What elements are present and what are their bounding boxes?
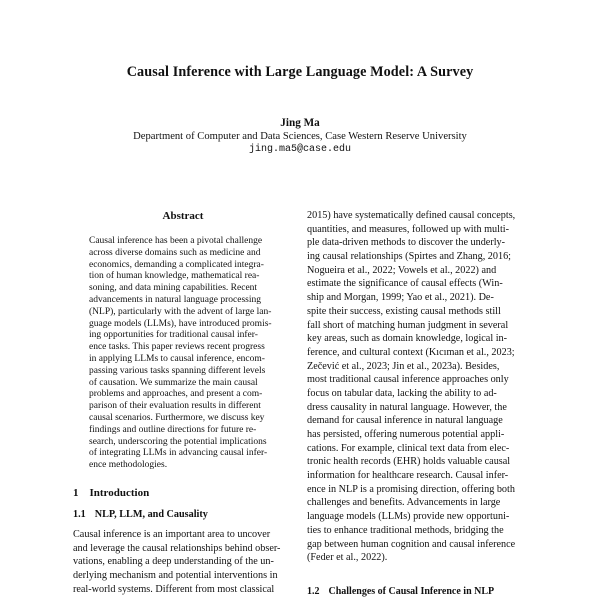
intro-line: Causal inference is an important area to uncover: [73, 529, 271, 540]
abstract-line: tion of human knowledge, mathematical rea-: [89, 271, 260, 282]
body-line: cations. For example, clinical text data from elec-: [307, 442, 510, 454]
body-line: 2015) have systematically defined causal concepts,: [307, 210, 516, 221]
subsection-heading-1-2: [307, 586, 503, 597]
abstract-line: problems and approaches, and present a com-: [89, 389, 263, 400]
body-line: tronic health records (EHR) holds valuable causal: [307, 456, 511, 468]
subsection-title: Challenges of Causal Inference in NLP: [328, 586, 495, 597]
abstract-line: (NLP), particularly with the advent of large lan-: [89, 306, 272, 317]
abstract-body: [89, 236, 283, 472]
abstract-line: ing opportunities for traditional causal infer-: [89, 330, 258, 341]
author-email[interactable]: jing.ma5@case.edu: [248, 144, 352, 155]
author-name: Jing Ma: [280, 117, 320, 129]
body-line: demand for causal inference in natural language: [307, 415, 503, 427]
abstract-line: guage models (LLMs), have introduced promis-: [89, 318, 272, 329]
body-line: focus on tabular data, lacking the ability to ad-: [307, 387, 497, 399]
intro-line: vations, enabling a deep understanding of the un-: [73, 556, 274, 568]
abstract-line: findings and outline directions for future re-: [89, 424, 257, 435]
body-line: dress causality in natural language. However, the: [307, 401, 507, 413]
subsection-title: NLP, LLM, and Causality: [94, 509, 208, 520]
intro-line: real-world systems. Different from most classical: [73, 583, 275, 595]
abstract-line: advancements in natural language processing: [89, 294, 261, 305]
abstract-line: search, underscoring the potential implications: [89, 436, 267, 447]
body-line: has persisted, offering numerous potential appli-: [307, 429, 505, 440]
abstract-line: passing various tasks spanning different levels: [89, 365, 266, 376]
body-line: quantities, and measures, followed up with multi-: [307, 223, 510, 235]
subsection-number: 1.2: [307, 586, 320, 597]
subsection-heading-1-1: [73, 509, 217, 520]
body-line: (Feder et al., 2022).: [307, 552, 388, 564]
intro-line: and leverage the causal relationships behind obser-: [73, 542, 281, 554]
abstract-line: of causation. We summarize the main causal: [89, 377, 258, 388]
section-title: Introduction: [89, 487, 150, 499]
abstract-heading: Abstract: [162, 210, 204, 222]
subsection-number: 1.1: [73, 509, 86, 520]
section-heading-introduction: [73, 487, 160, 499]
body-line: fall short of matching human judgment in several: [307, 319, 509, 331]
body-line: most traditional causal inference approaches only: [307, 374, 509, 386]
body-line: language models (LLMs) provide new opportuni-: [307, 511, 510, 523]
paper-title: Causal Inference with Large Language Model: A Survey: [126, 64, 474, 80]
author-affiliation: Department of Computer and Data Sciences, Case Western Reserve University: [133, 131, 467, 142]
abstract-line: in applying LLMs to causal inference, encom-: [89, 353, 265, 364]
body-line: estimate the significance of causal effects (Win-: [307, 278, 503, 290]
abstract-line: parison of their evaluation results in different: [89, 401, 261, 412]
abstract-line: causal scenarios. Furthermore, we discuss key: [89, 412, 265, 423]
body-line: ing causal relationships (Spirtes and Zhang, 2016;: [307, 251, 511, 263]
abstract-line: Causal inference has been a pivotal challenge: [89, 236, 263, 246]
body-line: gap between human cognition and causal inference: [307, 538, 516, 550]
abstract-line: ence methodologies.: [89, 460, 168, 471]
body-line: Nogueira et al., 2022; Vowels et al., 2022) and: [307, 264, 497, 276]
body-line: ship and Morgan, 1999; Yao et al., 2021). De-: [307, 292, 494, 304]
body-line: challenges and benefits. Advancements in large: [307, 497, 501, 509]
abstract-line: economics, demanding a complicated integra-: [89, 259, 264, 270]
section-number: 1: [73, 487, 79, 499]
abstract-line: soning, and data mining capabilities. Recent: [89, 283, 258, 294]
body-line: ference, and cultural context (Kıcıman et al., 2023;: [307, 346, 515, 358]
body-line: spite their success, existing causal methods still: [307, 305, 501, 317]
body-line: key areas, such as domain knowledge, logical in-: [307, 333, 508, 345]
right-column-body: [307, 209, 533, 565]
abstract-line: of integrating LLMs in advancing causal infer-: [89, 448, 268, 459]
body-line: Zečević et al., 2023; Jin et al., 2023a). Besides,: [307, 360, 500, 372]
abstract-line: across diverse domains such as medicine and: [89, 247, 261, 258]
body-line: ple data-driven methods to discover the underly-: [307, 237, 506, 249]
body-line: ence in NLP is a promising direction, offering both: [307, 483, 515, 495]
body-line: ties to enhance traditional methods, bridging the: [307, 524, 504, 536]
body-line: information for healthcare research. Causal infer-: [307, 470, 509, 482]
intro-line: derlying mechanism and potential interventions in: [73, 570, 278, 582]
abstract-line: ence tasks. This paper reviews recent progress: [89, 342, 265, 353]
introduction-body: [73, 528, 299, 596]
